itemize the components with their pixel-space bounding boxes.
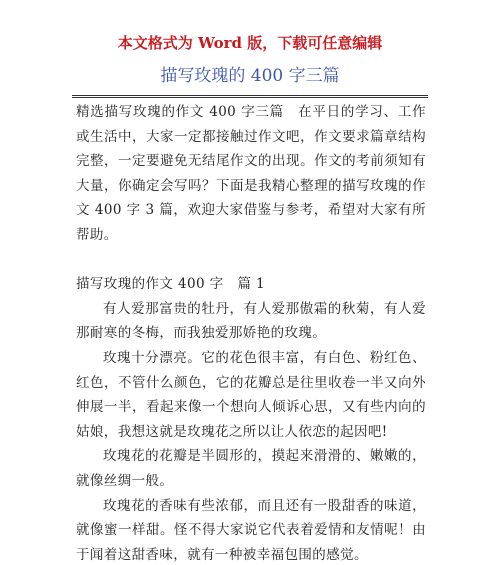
body-paragraph: 玫瑰十分漂亮。它的花色很丰富，有白色、粉红色、红色，不管什么颜色，它的花瓣总是往里收卷一半又向外伸展一半，看起来像一个想向人倾诉心思，又有些内向的姑娘，我想这就是玫瑰花之所以让人依恋的起因吧! bbox=[76, 349, 426, 440]
intro-paragraph: 精选描写玫瑰的作文 400 字三篇 在平日的学习、工作或生活中，大家一定都接触过作文吧，作文要求篇章结构完整，一定要避免无结尾作文的出现。作文的考前须知有大量，你确定会写吗？下面是我精心整理的描写玫瑰的作文 400 字 3 篇，欢迎大家借鉴与参考，希望对大家有所帮助。 bbox=[76, 104, 426, 243]
section-heading: 描写玫瑰的作文 400 字 篇 1 bbox=[76, 276, 266, 293]
title-divider bbox=[72, 95, 428, 96]
document-title: 描写玫瑰的 400 字三篇 bbox=[160, 66, 340, 86]
body-paragraph: 玫瑰花的香味有些浓郁，而且还有一股甜香的味道，就像蜜一样甜。怪不得大家说它代表着爱情和友情呢！由于闻着这甜香味，就有一种被幸福包围的感觉。 bbox=[76, 497, 426, 563]
title-divider-double bbox=[72, 97, 428, 98]
body-paragraph: 有人爱那富贵的牡丹，有人爱那傲霜的秋菊，有人爱那耐寒的冬梅，而我独爱那娇艳的玫瑰。 bbox=[76, 300, 426, 342]
format-notice: 本文格式为 Word 版，下载可任意编辑 bbox=[117, 34, 383, 52]
body-paragraph: 玫瑰花的花瓣是半圆形的，摸起来滑滑的、嫩嫩的，就像丝绸一般。 bbox=[76, 448, 426, 489]
document-body bbox=[76, 100, 426, 565]
